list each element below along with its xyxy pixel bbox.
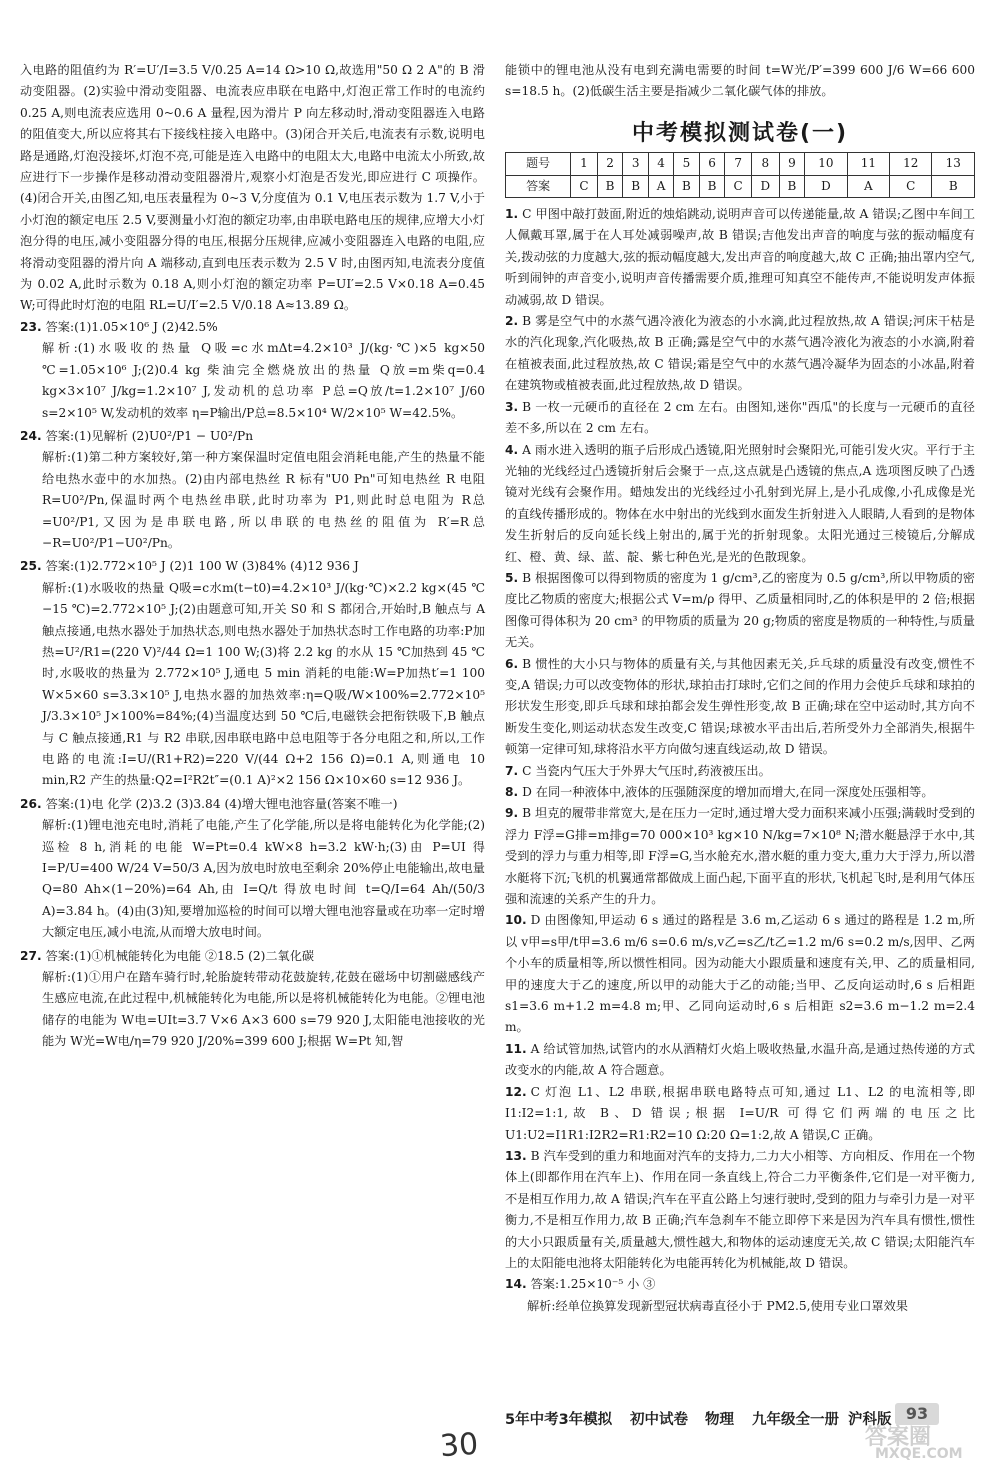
answer-table-answer-row: [506, 175, 975, 197]
handwritten-note: 30: [438, 1426, 480, 1465]
watermark-url: MXQE.COM: [875, 1446, 963, 1462]
table-cell: 13: [932, 153, 975, 175]
question-24: [20, 426, 485, 554]
question-25: [20, 556, 485, 791]
table-cell: D: [751, 175, 779, 197]
question-11: 11. A 给试管加热,试管内的水从酒精灯火焰上吸收热量,水温升高,是通过热传递的方式改变水的内能,故 A 符合题意。: [505, 1041, 975, 1078]
table-cell: C: [725, 175, 752, 197]
question-2: 2. B 雾是空气中的水蒸气遇冷液化为液态的小水滴,此过程放热,故 A 错误;河床干枯是水的汽化现象,汽化吸热,故 B 正确;露是空气中的水蒸气遇冷液化为液态的小水滴,附着在植被表面,此过程放热,故 C 错误;霜是空气中的水蒸气遇冷凝华为固态的小冰晶,附着在建筑物或植被表面,此过程放热,故 D 错误。: [505, 314, 975, 393]
table-cell: C: [890, 175, 932, 197]
question-8: 8. D 在同一种液体中,液体的压强随深度的增加而增大,在同一深度处压强相等。: [505, 785, 934, 799]
qnum-26: 26.: [20, 796, 42, 811]
explanation-26: 解析:(1)锂电池充电时,消耗了电能,产生了化学能,所以是将电能转化为化学能;(2)巡检 8 h,消耗的电能 W=Pt=0.4 kW×8 h=3.2 kW·h;(3)由 P=UI 得 I=P/U=400 W/24 V=50/3 A,因为放电时放电至剩余 20%停止电能输出,故电量 Q=80 Ah×(1−20%)=64 Ah,由 I=Q/t 得放电时间 t=Q/I=64 Ah/(50/3 A)=3.84 h。(4)由(3)知,要增加巡检的时间可以增大锂电池容量或在功率一定时增大额定电压,减小电流,从而增大放电时间。: [42, 818, 485, 940]
table-cell: 10: [805, 153, 847, 175]
question-27: [20, 946, 485, 1053]
table-cell: 12: [890, 153, 932, 175]
qnum-24: 24.: [20, 428, 42, 443]
answer-table: [505, 152, 975, 198]
exam-title: 中考模拟测试卷(一): [631, 120, 849, 146]
table-cell: 5: [674, 153, 700, 175]
explanation-14: 解析:经单位换算发现新型冠状病毒直径小于 PM2.5,使用专业口罩效果: [527, 1298, 908, 1313]
footer-type: 初中试卷: [630, 1412, 688, 1428]
table-cell: 11: [847, 153, 889, 175]
table-cell: 8: [751, 153, 779, 175]
table-cell: A: [847, 175, 889, 197]
table-cell: B: [932, 175, 975, 197]
table-cell: 7: [725, 153, 752, 175]
table-cell: B: [779, 175, 805, 197]
question-4: 4. A 雨水进入透明的瓶子后形成凸透镜,阳光照射时会聚阳光,可能引发火灾。平行于主光轴的光线经过凸透镜折射后会聚于一点,这点就是凸透镜的焦点,A 选项图反映了凸透镜对光线有会聚作用。蜡烛发出的光线经过小孔射到光屏上,是小孔成像,小孔成像是光的直线传播形成的。物体在水中射出的光线到水面发生折射进入人眼睛,人看到的是物体发生折射后的反向延长线上射出的,属于光的折射现象。太阳光通过三棱镜后,分解成红、橙、黄、绿、蓝、靛、紫七种色光,是光的色散现象。: [505, 442, 975, 564]
question-1: 1. C 甲图中敲打鼓面,附近的烛焰跳动,说明声音可以传递能量,故 A 错误;乙图中车间工人佩戴耳罩,属于在人耳处减弱噪声,故 B 错误;吉他发出声音的响度与弦的振动幅度有关,拨动弦的力度越大,弦的振动幅度越大,发出声音的响度越大,故 C 正确;抽出罩内空气,听到闹钟的声音变小,说明声音传播需要介质,推理可知真空不能传声,不能说明发声体振动减弱,故 D 错误。: [505, 207, 975, 307]
table-cell: B: [699, 175, 725, 197]
answer-24: 答案:(1)见解析 (2)U0²/P1 − U0²/Pn: [45, 428, 254, 443]
continued-answer-right: 能锁中的锂电池从没有电到充满电需要的时间 t=W光/P′=399 600 J/6 W=66 600 s=18.5 h。(2)低碳生活主要是指减少二氧化碳气体的排放。: [505, 63, 975, 99]
answer-table-head-row: [506, 153, 975, 175]
answer-26: 答案:(1)电 化学 (2)3.2 (3)3.84 (4)增大锂电池容量(答案不唯一): [45, 796, 398, 811]
footer-edition: 沪科版: [848, 1412, 892, 1428]
table-cell: B: [674, 175, 700, 197]
qnum-27: 27.: [20, 948, 42, 963]
question-23: [20, 317, 485, 424]
question-6: 6. B 惯性的大小只与物体的质量有关,与其他因素无关,乒乓球的质量没有改变,惯性不变,A 错误;力可以改变物体的形状,球拍击打球时,它们之间的作用力会使乒乓球和球拍的形状发生形变,即乒乓球和球拍都会发生弹性形变,故 B 正确;球在空中运动时,其方向不断发生变化,则运动状态发生改变,C 错误;球被水平击出后,若所受外力全部消失,根据牛顿第一定律可知,球将沿水平方向做匀速直线运动,故 D 错误。: [505, 656, 975, 757]
footer-subject: 物理: [705, 1412, 734, 1428]
table-cell: A: [648, 175, 673, 197]
question-14: 14. 答案:1.25×10⁻⁵ 小 ③: [505, 1277, 656, 1292]
table-cell: 4: [648, 153, 673, 175]
question-13: 13. B 汽车受到的重力和地面对汽车的支持力,二力大小相等、方向相反、作用在一个物体上(即都作用在汽车上)、作用在同一条直线上,符合二力平衡条件,它们是一对平衡力,不是相互作用力,故 A 错误;汽车在平直公路上匀速行驶时,受到的阻力与牵引力是一对平衡力,不是相互作用力,故 B 正确;汽车急刹车不能立即停下来是因为汽车具有惯性,惯性的大小只跟质量有关,质量越大,惯性越大,和物体的运动速度无关,故 C 错误;太阳能汽车上的太阳能电池将太阳能转化为电能再转化为机械能,故 D 错误。: [505, 1148, 975, 1270]
continued-answer: 入电路的阻值约为 R′=U′/I=3.5 V/0.25 A=14 Ω>10 Ω,故选用"50 Ω 2 A"的 B 滑动变阻器。(2)实验中滑动变阻器、电流表应串联在电路中,灯泡正常工作时的电流约 0.25 A,则电流表应选用 0~0.6 A 量程,因为滑片 P 向左移动时,滑动变阻器连入电路的阻值变大,所以应将其右下接线柱接入电路中。(3)闭合开关后,电流表有示数,说明电路是通路,灯泡没接坏,灯泡不亮,可能是连入电路中的电阻太大,电路中电流太小所致,故应进行下一步操作是移动滑动变阻器滑片,观察小灯泡是否发光,即应进行 C 项操作。(4)闭合开关,由图乙知,电压表量程为 0~3 V,分度值为 0.1 V,电压表示数为 1.7 V,小于小灯泡的额定电压 2.5 V,要测量小灯泡的额定功率,由串联电路电压的规律,应增大小灯泡分得的电压,减小变阻器分得的电压,根据分压规律,应减小变阻器连入电路的电阻,应将滑动变阻器的滑片向 A 端移动,直到电压表示数为 2.5 V 时,由图丙知,电流表分度值为 0.02 A,此时示数为 0.18 A,则小灯泡的额定功率 P=UI′=2.5 V×0.18 A=0.45 W;可得此时灯泡的电阻 RL=U/I′=2.5 V/0.18 A≈13.89 Ω。: [20, 63, 485, 313]
question-26: [20, 794, 485, 944]
left-column: [20, 60, 485, 1055]
explanation-27: 解析:(1)①用户在踏车骑行时,轮胎旋转带动花鼓旋转,花鼓在磁场中切割磁感线产生感应电流,在此过程中,机械能转化为电能,所以是将机械能转化为电能。②锂电池储存的电能为 W电=UIt=3.7 V×6 A×3 600 s=79 920 J,太阳能电池接收的光能为 W光=W电/η=79 920 J/20%=399 600 J;根据 W=Pt 知,智: [42, 970, 485, 1049]
footer-series: 5年中考3年模拟: [505, 1412, 613, 1428]
table-cell: B: [597, 175, 623, 197]
table-cell: 1: [571, 153, 598, 175]
question-5: 5. B 根据图像可以得到物质的密度为 1 g/cm³,乙的密度为 0.5 g/cm³,所以甲物质的密度比乙物质的密度大;根据公式 V=m/ρ 得甲、乙质量相同时,乙的体积是甲的 2 倍;根据图像可得体积为 20 cm³ 的甲物质的质量为 20 g;物质的密度是物质的一种特性,与质量无关。: [505, 570, 975, 650]
answer-23: 答案:(1)1.05×10⁶ J (2)42.5%: [45, 319, 218, 334]
answer-25: 答案:(1)2.772×10⁵ J (2)1 100 W (3)84% (4)12 936 J: [45, 559, 359, 574]
footer-grade: 九年级全一册: [752, 1412, 839, 1428]
question-3: 3. B 一枚一元硬币的直径在 2 cm 左右。由图知,迷你"西瓜"的长度与一元硬币的直径差不多,所以在 2 cm 左右。: [505, 399, 975, 436]
table-cell: B: [623, 175, 649, 197]
qnum-25: 25.: [20, 559, 42, 574]
table-cell: 题号: [506, 153, 571, 175]
page-number: 93: [895, 1403, 939, 1425]
question-10: 10. D 由图像知,甲运动 6 s 通过的路程是 3.6 m,乙运动 6 s 通过的路程是 1.2 m,所以 v甲=s甲/t甲=3.6 m/6 s=0.6 m/s,v乙=s乙/t乙=1.2 m/6 s=0.2 m/s,因甲、乙两个小车的质量相等,所以惯性相同。因为动能大小跟质量和速度有关,甲、乙的质量相同,甲的速度大于乙的速度,所以甲的动能大于乙的动能;当甲、乙反向运动时,6 s 后相距 s1=3.6 m+1.2 m=4.8 m;甲、乙同向运动时,6 s 后相距 s2=3.6 m−1.2 m=2.4 m。: [505, 913, 975, 1035]
qnum-23: 23.: [20, 319, 42, 334]
question-7: 7. C 当瓷内气压大于外界大气压时,药液被压出。: [505, 763, 771, 778]
watermark-text: 答案圈: [865, 1425, 932, 1450]
watermark: [855, 1420, 995, 1465]
question-12: 12. C 灯泡 L1、L2 串联,根据串联电路特点可知,通过 L1、L2 的电流相等,即 I1:I2=1:1,故 B、D 错误;根据 I=U/R 可得它们两端的电压之比 U1:U2=I1R1:I2R2=R1:R2=10 Ω:20 Ω=1:2,故 A 错误,C 正确。: [505, 1084, 975, 1142]
table-cell: D: [805, 175, 847, 197]
right-column: [505, 60, 975, 1317]
explanation-24: 解析:(1)第二种方案较好,第一种方案保温时定值电阻会消耗电能,产生的热量不能给电热水壶中的水加热。(2)由内部电热丝 R 标有"U0 Pn"可知电热丝 R 电阻 R=U0²/Pn,保温时两个电热丝串联,此时功率为 P1,则此时总电阻为 R总=U0²/P1,又因为是串联电路,所以串联的电热丝的阻值为 R′=R总−R=U0²/P1−U0²/Pn。: [42, 450, 485, 550]
explanation-23: 解析:(1)水吸收的热量 Q吸=c水mΔt=4.2×10³ J/(kg·℃)×5 kg×50 ℃=1.05×10⁶ J;(2)0.4 kg 柴油完全燃烧放出的热量 Q放=m柴q=0.4 kg×3×10⁷ J/kg=1.2×10⁷ J,发动机的总功率 P总=Q放/t=1.2×10⁷ J/60 s=2×10⁵ W,发动机的效率 η=P输出/P总=8.5×10⁴ W/2×10⁵ W=42.5%。: [42, 341, 485, 420]
explanation-25: 解析:(1)水吸收的热量 Q吸=c水m(t−t0)=4.2×10³ J/(kg·℃)×2.2 kg×(45 ℃−15 ℃)=2.772×10⁵ J;(2)由题意可知,开关 S0 和 S 都闭合,开始时,B 触点与 A 触点接通,电热水器处于加热状态,则电热水器处于加热状态时工作电路的功率:P加热=U²/R1=(220 V)²/44 Ω=1 100 W;(3)将 2.2 kg 的水从 15 ℃加热到 45 ℃时,水吸收的热量为 2.772×10⁵ J,通电 5 min 消耗的电能:W=P加热t′=1 100 W×5×60 s=3.3×10⁵ J,电热水器的加热效率:η=Q吸/W×100%=2.772×10⁵ J/3.3×10⁵ J×100%=84%;(4)当温度达到 50 ℃后,电磁铁会把衔铁吸下,B 触点与 C 触点接通,R1 与 R2 串联,因串联电路中总电阻等于各分电阻之和,所以,工作电路的电流:I=U/(R1+R2)=220 V/(44 Ω+2 156 Ω)=0.1 A,则通电 10 min,R2 产生的热量:Q2=I²R2t″=(0.1 A)²×2 156 Ω×10×60 s=12 936 J。: [42, 580, 485, 788]
table-cell: 答案: [506, 175, 571, 197]
table-cell: C: [571, 175, 598, 197]
table-cell: 6: [699, 153, 725, 175]
answer-27: 答案:(1)①机械能转化为电能 ②18.5 (2)二氧化碳: [45, 948, 315, 963]
question-9: 9. B 坦克的履带非常宽大,是在压力一定时,通过增大受力面积来减小压强;满载时受到的浮力 F浮=G排=m排g=70 000×10³ kg×10 N/kg=7×10⁸ N;潜水艇悬浮于水中,其受到的浮力与重力相等,即 F浮=G,当水舱充水,潜水艇的重力变大,重力大于浮力,所以潜水艇将下沉;飞机的机翼通常都做成上面凸起,下面平直的形状,飞机起飞时,是利用气体压强和流速的关系产生的升力。: [505, 806, 975, 907]
table-cell: 2: [597, 153, 623, 175]
table-cell: 3: [623, 153, 649, 175]
table-cell: 9: [779, 153, 805, 175]
